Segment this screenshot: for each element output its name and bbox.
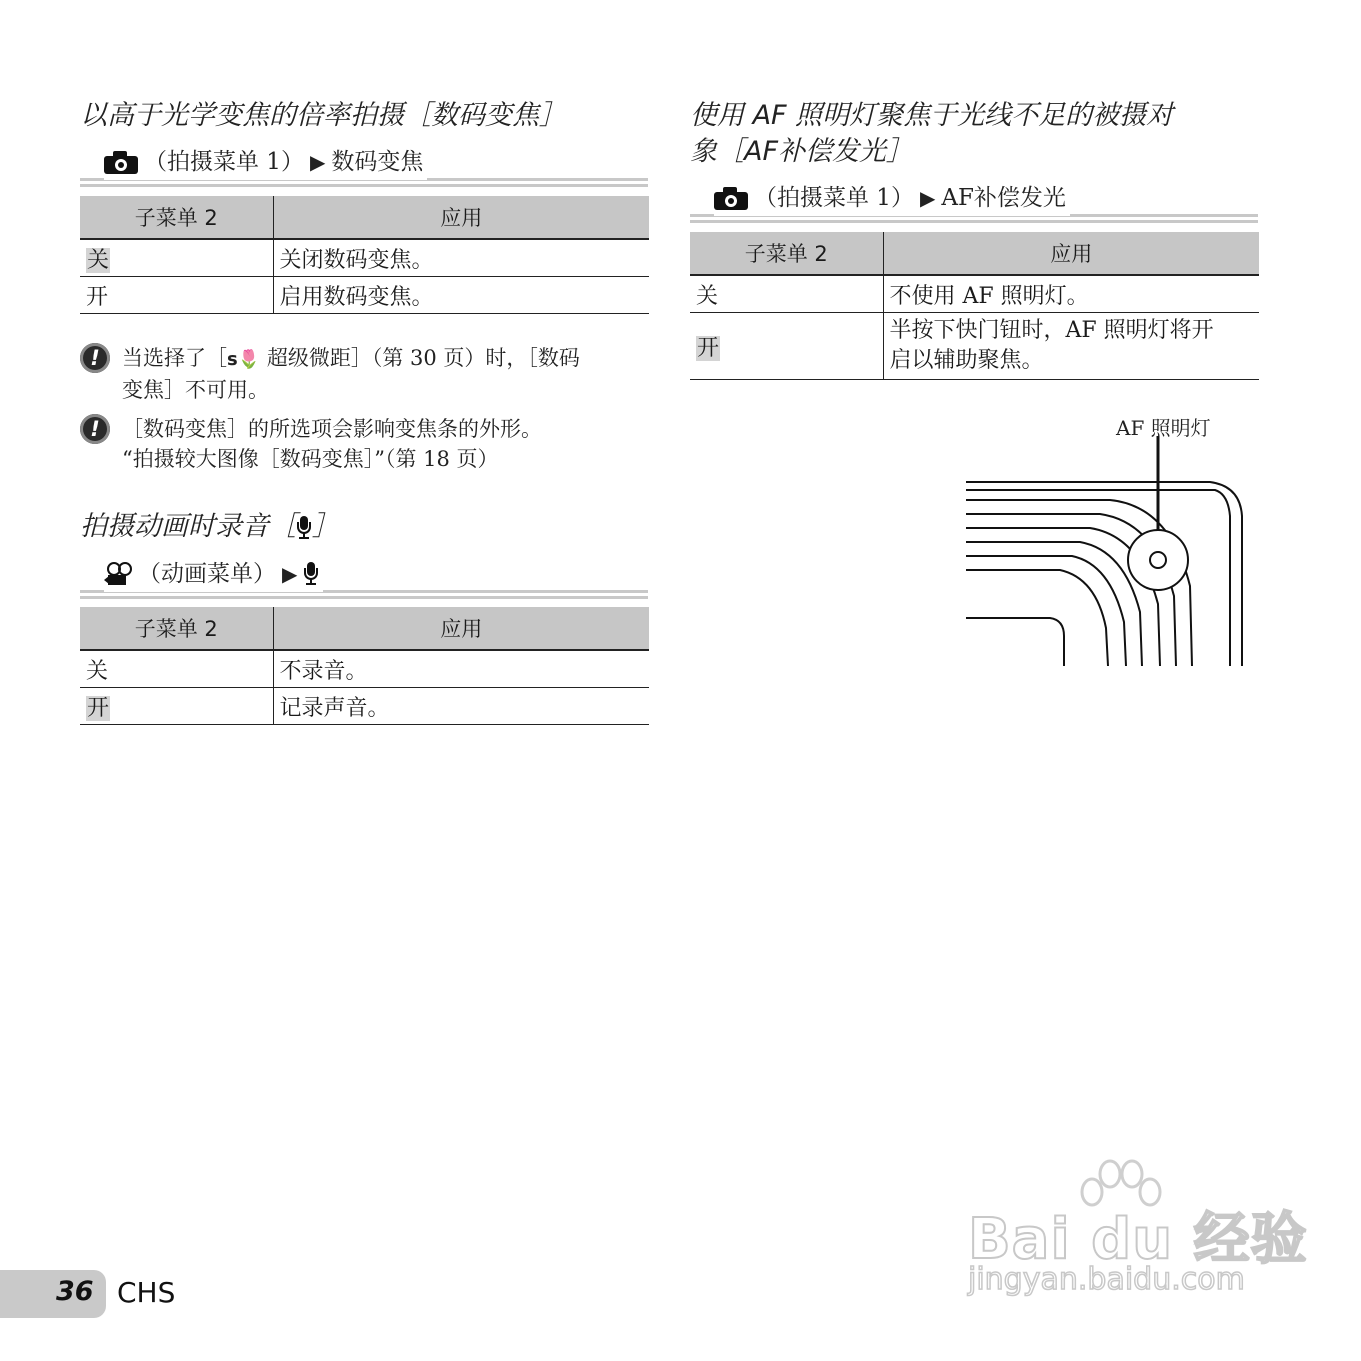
movie-camera-icon (104, 562, 132, 586)
option-off: 关 (80, 650, 273, 688)
note-text: 变焦］不可用。 (122, 378, 269, 402)
digital-zoom-table (80, 196, 649, 314)
title-text: 拍摄动画时录音［ (80, 511, 296, 542)
section-title-movie-sound (80, 509, 339, 545)
caution-note (80, 343, 650, 405)
table-header: 应用 (273, 196, 649, 239)
camera-icon (104, 150, 138, 174)
option-description: 不录音。 (273, 650, 649, 688)
menu-path-digital-zoom (80, 144, 648, 188)
option-on-default: 开 (87, 695, 110, 721)
section-title-digital-zoom: 以高于光学变焦的倍率拍摄［数码变焦］ (80, 100, 566, 131)
option-description: 记录声音。 (273, 688, 649, 725)
title-line: 使用 AF 照明灯聚焦于光线不足的被摄对 (690, 100, 1174, 131)
menu-label: （拍摄菜单 1） (754, 185, 914, 211)
menu-label: （拍摄菜单 1） (144, 149, 304, 175)
table-row (690, 313, 1259, 380)
option-description: 关闭数码变焦。 (273, 239, 649, 277)
watermark-url: jingyan.baidu.com (968, 1262, 1245, 1297)
arrow-right-icon: ▶ (309, 150, 326, 174)
menu-label: （动画菜单） (138, 561, 276, 587)
note-text: “拍摄较大图像［数码变焦］”（第 18 页） (122, 447, 499, 471)
table-header: 子菜单 2 (690, 232, 883, 275)
option-on-default: 开 (697, 335, 720, 361)
language-code: CHS (117, 1276, 176, 1309)
option-description: 启用数码变焦。 (273, 277, 649, 314)
menu-item-label: AF补偿发光 (941, 185, 1066, 211)
camera-front-illustration (960, 436, 1260, 668)
microphone-icon (296, 516, 312, 540)
page-number: 36 (56, 1276, 94, 1307)
caution-icon: ! (80, 414, 110, 444)
option-description (883, 313, 1259, 380)
description-line: 半按下快门钮时，AF 照明灯将开 (889, 318, 1214, 343)
option-off-default: 关 (87, 247, 110, 273)
option-off: 关 (690, 275, 883, 313)
table-row (80, 650, 649, 688)
table-header: 应用 (273, 607, 649, 650)
movie-sound-table (80, 607, 649, 725)
caution-icon: ! (80, 343, 110, 373)
note-text: 超级微距］（第 30 页）时，［数码 (260, 346, 580, 370)
section-title-af-illuminator (690, 98, 1173, 170)
caution-note (80, 414, 650, 474)
arrow-right-icon: ▶ (919, 186, 936, 210)
title-text: ］ (312, 511, 339, 542)
note-text: 当选择了［ (122, 346, 227, 370)
super-macro-icon: s🌷 (227, 349, 261, 370)
description-line: 启以辅助聚焦。 (889, 348, 1044, 373)
title-line: 象［AF补偿发光］ (690, 136, 914, 167)
watermark-logo: Bai du 经验 (968, 1207, 1308, 1272)
menu-path-movie-sound (80, 556, 648, 600)
table-row (690, 275, 1259, 313)
camera-icon (714, 186, 748, 210)
table-header: 子菜单 2 (80, 196, 273, 239)
arrow-right-icon: ▶ (282, 562, 298, 586)
menu-item-label: 数码变焦 (331, 149, 424, 175)
af-illuminator-table (690, 232, 1259, 380)
table-header: 子菜单 2 (80, 607, 273, 650)
table-header: 应用 (883, 232, 1259, 275)
table-row (80, 277, 649, 314)
table-row (80, 688, 649, 725)
option-on: 开 (80, 277, 273, 314)
table-row (80, 239, 649, 277)
af-lamp-label: AF 照明灯 (1116, 416, 1211, 440)
microphone-icon (303, 562, 319, 586)
menu-path-af-illuminator (690, 180, 1258, 224)
option-description: 不使用 AF 照明灯。 (883, 275, 1259, 313)
note-text: ［数码变焦］的所选项会影响变焦条的外形。 (122, 417, 542, 441)
